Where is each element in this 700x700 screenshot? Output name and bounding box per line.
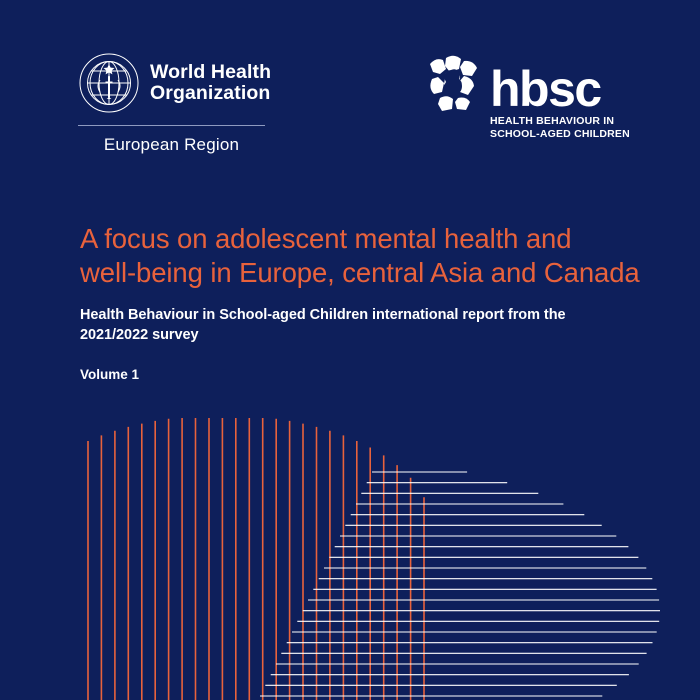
hbsc-tagline (490, 115, 639, 140)
hbsc-tagline-line2: SCHOOL-AGED CHILDREN (490, 127, 630, 140)
page-subtitle (80, 306, 640, 345)
hbsc-logo (424, 54, 639, 140)
page-subtitle-line1: Health Behaviour in School-aged Children international report from the (80, 307, 566, 323)
who-divider (78, 125, 265, 126)
who-wordmark-line1: World Health (150, 61, 272, 83)
who-wordmark (150, 62, 271, 104)
page-title-line1: A focus on adolescent mental health and (80, 223, 572, 254)
who-wordmark-line2: Organization (150, 82, 271, 104)
page-title-line2: well-being in Europe, central Asia and Canada (80, 257, 640, 288)
hbsc-emblem-icon (424, 54, 486, 112)
who-logo (78, 52, 273, 155)
hbsc-tagline-line1: HEALTH BEHAVIOUR IN (490, 115, 615, 127)
hbsc-logo-top (424, 54, 639, 117)
page-title (80, 222, 640, 290)
decorative-line-arc-graphic (0, 400, 700, 700)
page-subtitle-line2: 2021/2022 survey (80, 326, 199, 343)
cover-title-block (80, 222, 640, 382)
who-emblem-icon (78, 52, 140, 114)
hbsc-wordmark: hbsc (490, 61, 601, 117)
who-region-label: European Region (103, 135, 240, 154)
who-logo-top (78, 52, 273, 114)
logo-row (0, 52, 700, 162)
volume-label: Volume 1 (80, 367, 140, 382)
